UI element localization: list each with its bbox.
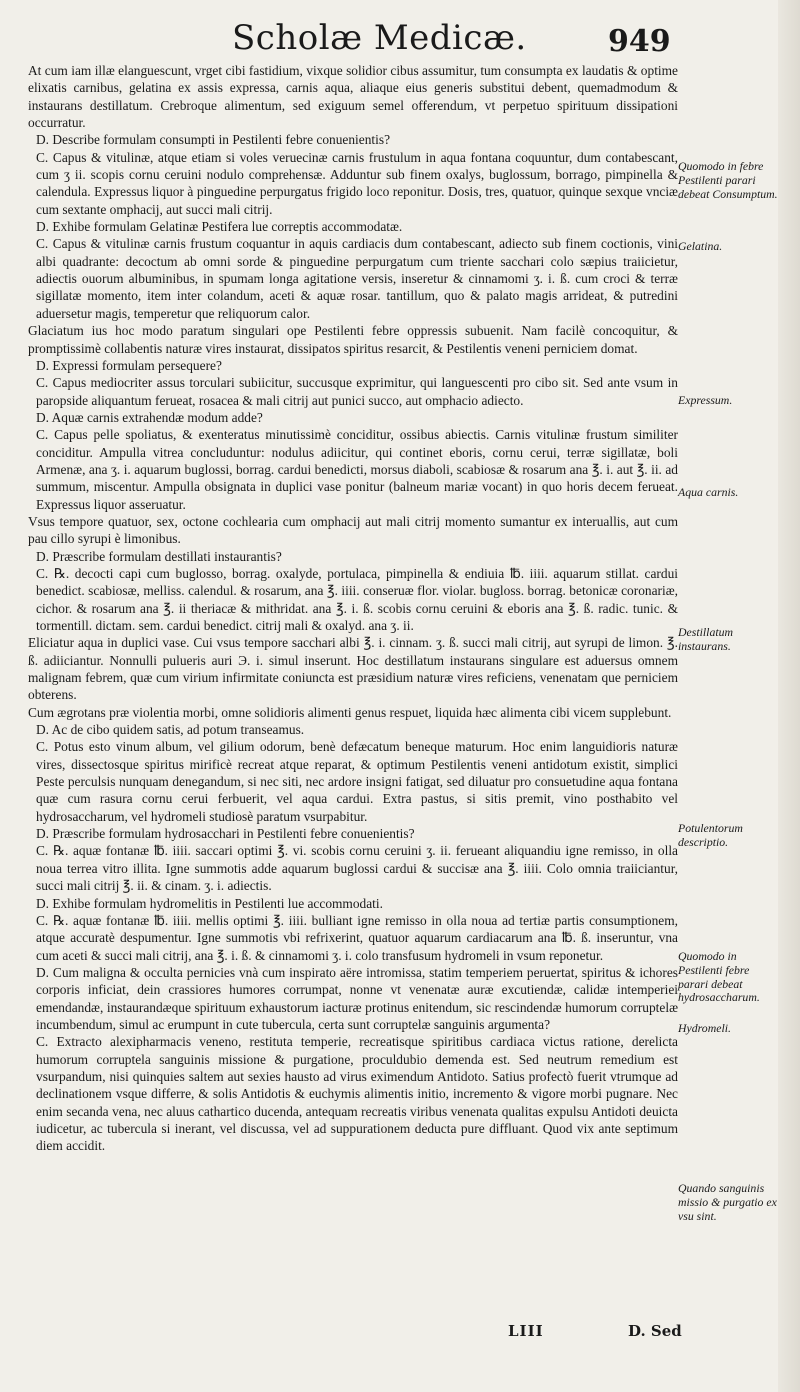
answer-gelatina: C. Capus & vitulinæ carnis frustum coquantur in aquis cardiacis dum contabescant, adiecto sub finem coctionis, vini albi quadrante: decoctum ab omni sorde & pinguedine perpurgatum cum triente sacchari colo sæpius traiicietur, adiectis ouorum albuminibus, in spumam longa agitatione versis, inseretur & cinnamomi ʒ. i. ß. cum croci & terræ sigillatæ momento, item inter colandum, aceti & aquæ rosar. tantillum, quo & palato magis arrideat, & putredini aduersetur magis, temperetur que reliquorum calor. (36, 236, 678, 321)
question-consumptum: D. Describe formulam consumpti in Pestilenti febre conuenientis? (36, 132, 391, 148)
main-text (28, 62, 678, 1327)
question-destillatum: D. Præscribe formulam destillati instaurantis? (36, 548, 282, 564)
question-hydromeli: D. Exhibe formulam hydromelitis in Pestilenti lue accommodati. (36, 895, 383, 911)
margin-note-sanguinis-missio: Quando sanguinis missio & purgatio ex vsu sint. (678, 1181, 777, 1223)
answer-maligna: C. Extracto alexipharmacis veneno, restituta temperie, recreatisque spiritibus cardiaca victus ratione, derelicta humorum corruptela sanguinis missione & purgatione, proculdubio demenda est. Sed neutrum remedium est vsurpandum, nisi quinquies saltem aut sexies hausto ad virus eximendum Antidoto. Satius profectò fuerit vtrumque ad declinationem vsque differre, & solis Antidotis & euchymis alimentis initio, incremento & vigore morbi pugnare. Nec enim secanda vena, nec aluus cathartico ducenda, antequam recreatis viribus venenata qualitas expulsu Antidoti deuicta iudicetur, ac tubercula si inerant, vel discussa, vel ad suppurationem deducta pure diffluant. Quod vix ante septimum diem accidit. (36, 1034, 678, 1154)
question-maligna: D. Cum maligna & occulta pernicies vnà cum inspirato aëre intromissa, statim temperiem peruertat, spiritus & ichores corporis inficiat, dein crassiores humores corrumpat, nonne vt venenatæ auræ excutiendæ, calidæ intemperiei emendandæ, instaurandæque spirituum exhaustorum iacturæ protinus enitendum, sic rescindendæ humorum corruptelæ incumbendum, simul ac erumpunt in cute tubercula, certa sunt corruptelæ sanguinis argumenta? (36, 964, 678, 1032)
answer-hydrosaccharum: C. ℞. aquæ fontanæ ℔. iiii. saccari optimi ℥. vi. scobis cornu ceruini ʒ. ii. ferueant aliquandiu igne remisso, in olla noua terrea vitro illita. Igne summotis adde aquarum buglossi cardui & succisæ ana ℥. iiii. Colo omnia traiiciantur, succi mali citrij ℥. ii. & cinam. ʒ. i. adiectis. (36, 843, 678, 894)
answer-aqua-carnis: C. Capus pelle spoliatus, & exenteratus minutissimè conciditur, ossibus abiectis. Carnis vitulinæ frustum similiter conciditur. Ampulla vitrea concluduntur: nodulus adiicitur, qui continet eboris, cornu cerui, terræ sigillatæ, boli Armenæ, ana ʒ. i. aquarum buglossi, borrag. cardui benedicti, morsus diaboli, scabiosæ & rosarum ana ℥. i. aut ℥. ii. ad summum, miscentur. Ampulla obsignata in duplici vase ponitur (balneum mariæ vocant) in quo horis decem ferueat. Expressus liquor asseruatur. (36, 427, 678, 512)
answer-expressum: C. Capus mediocriter assus torculari subiicitur, succusque exprimitur, qui languescenti pro cibo sit. Sed ante vsum in paropside aliquantum ferueat, rosacea & mali citrij aut punici succo, aut omphacio adiecto. (36, 375, 678, 408)
question-potus: D. Ac de cibo quidem satis, ad potum transeamus. (36, 722, 305, 738)
question-hydrosaccharum: D. Præscribe formulam hydrosacchari in Pestilenti febre conuenientis? (36, 826, 415, 842)
question-expressum: D. Expressi formulam persequere? (36, 357, 222, 373)
page-number: 949 (608, 24, 671, 59)
running-title: Scholæ Medicæ. (232, 18, 527, 58)
question-aqua-carnis: D. Aquæ carnis extrahendæ modum adde? (36, 409, 263, 425)
catchword: D. Sed (628, 1322, 682, 1340)
margin-note-expressum: Expressum. (678, 393, 733, 407)
margin-notes (678, 0, 780, 1392)
margin-note-aqua-carnis: Aqua carnis. (678, 485, 739, 499)
signature-mark: LIII (508, 1322, 544, 1340)
paragraph-intro: At cum iam illæ elanguescunt, vrget cibi fastidium, vixque solidior cibus assumitur, tum consumpta ex laudatis & optime elixatis carnibus, gelatina ex assis expressa, carnis aqua, aliaque eius generis substitui debent, quemadmodum & instaurans destillatum. Crebroque alimentum, sed exiguum semel offerendum, vt perpetuo spirituum dissipationi occurratur. (28, 63, 678, 131)
page-edge-shadow (778, 0, 800, 1392)
answer-consumptum: C. Capus & vitulinæ, atque etiam si voles veruecinæ carnis frustulum in aqua fontana coquuntur, dum contabescant, cum ʒ ii. scopis cornu ceruini nodulo comprehensæ. Adduntur sub finem oxalys, buglossum, borrago, pimpinella & calendula. Expressus liquor à pinguedine perpurgatus frigido loco reponitur. Dosis, tres, quatuor, quinque sexque vnciæ cum sextante omphacij, aut succi mali citrij. (36, 149, 678, 217)
page-footer (0, 1322, 800, 1352)
margin-note-hydrosaccharum: Quomodo in Pestilenti febre parari debeat hydrosaccharum. (678, 949, 760, 1005)
margin-note-hydromeli: Hydromeli. (678, 1021, 731, 1035)
paragraph-aegrotans: Cum ægrotans præ violentia morbi, omne solidioris alimenti genus respuet, liquida hæc alimenta cibi vicem supplebunt. (28, 704, 672, 720)
margin-note-gelatina: Gelatina. (678, 239, 723, 253)
paragraph-glaciatum: Glaciatum ius hoc modo paratum singulari ope Pestilenti febre oppressis subuenit. Nam facilè concoquitur, & promptissimè collabentis naturæ vires instaurat, dissipatos spiritus resarcit, & Pestilentis veneni perniciem domat. (28, 323, 678, 356)
answer-destillatum: C. ℞. decocti capi cum buglosso, borrag. oxalyde, portulaca, pimpinella & endiuia ℔. iiii. aquarum stillat. cardui benedict. scabiosæ, melliss. calendul. & rosarum, ana ℥. iiii. conseruæ flor. violar. bugloss. borrag. betonicæ coronariæ, cichor. & rosarum ana ℥. ii theriacæ & mithridat. ana ℥. i. ß. scobis cornu ceruini & eboris ana ℥. ß. radic. tunic. & tormentill. dictam. sem. cardui benedict. citrij mali & oxalyd. ana ʒ. ii. (36, 565, 678, 633)
answer-hydromeli: C. ℞. aquæ fontanæ ℔. iiii. mellis optimi ℥. iiii. bulliant igne remisso in olla noua ad tertiæ partis consumptionem, atque accuratè despumentur. Igne summotis vbi refrixerint, quatuor aquarum cardiacarum ana ℔. ß. inseruntur, vna cum aceti & succi mali citrij, ana ℥. i. ß. & cinnamomi ʒ. i. colo transfusum hydromeli in vsum reponetur. (36, 912, 678, 963)
answer-potus: C. Potus esto vinum album, vel gilium odorum, benè defæcatum beneque maturum. Hoc enim languidioris naturæ vires, dissectosque spiritus mirificè recreat atque reparat, & optimum Pestilentis veneni antidotum existit, simplici Peste perculsis nunquam denegandum, si nec siti, nec ardore insigni fatigat, sed diluatur pro consuetudine aqua fontana quæ cum rasura cornu cerui ferbuerit, vel aqua cardui. Extra pastus, si sitis premit, vino posthabito vel hydrosaccharum, vel hydromeli studiosè paratum vsurpabitur. (36, 739, 678, 824)
paragraph-eliciatur: Eliciatur aqua in duplici vase. Cui vsus tempore sacchari albi ℥. i. cinnam. ʒ. ß. succi mali citrij, aut syrupi de limon. ℥. ß. adiiciantur. Nonnulli pulueris auri Э. i. simul inserunt. Hoc destillatum instaurans singulare est aduersus omnem malignam febrem, quæ cum virium infirmitate coniuncta est præsidium naturæ vires reficiens, venenatam que perniciem obterens. (28, 635, 678, 703)
margin-note-potulentorum: Potulentorum descriptio. (678, 821, 743, 849)
question-gelatina: D. Exhibe formulam Gelatinæ Pestifera lue correptis accommodatæ. (36, 219, 403, 235)
margin-note-consumptum: Quomodo in febre Pestilenti parari debeat Consumptum. (678, 159, 778, 201)
margin-note-destillatum: Destillatum instaurans. (678, 625, 734, 653)
paragraph-vsus: Vsus tempore quatuor, sex, octone cochlearia cum omphacij aut mali citrij momento sumantur ex interuallis, aut cum pau cillo syrupi è limonibus. (28, 513, 678, 547)
